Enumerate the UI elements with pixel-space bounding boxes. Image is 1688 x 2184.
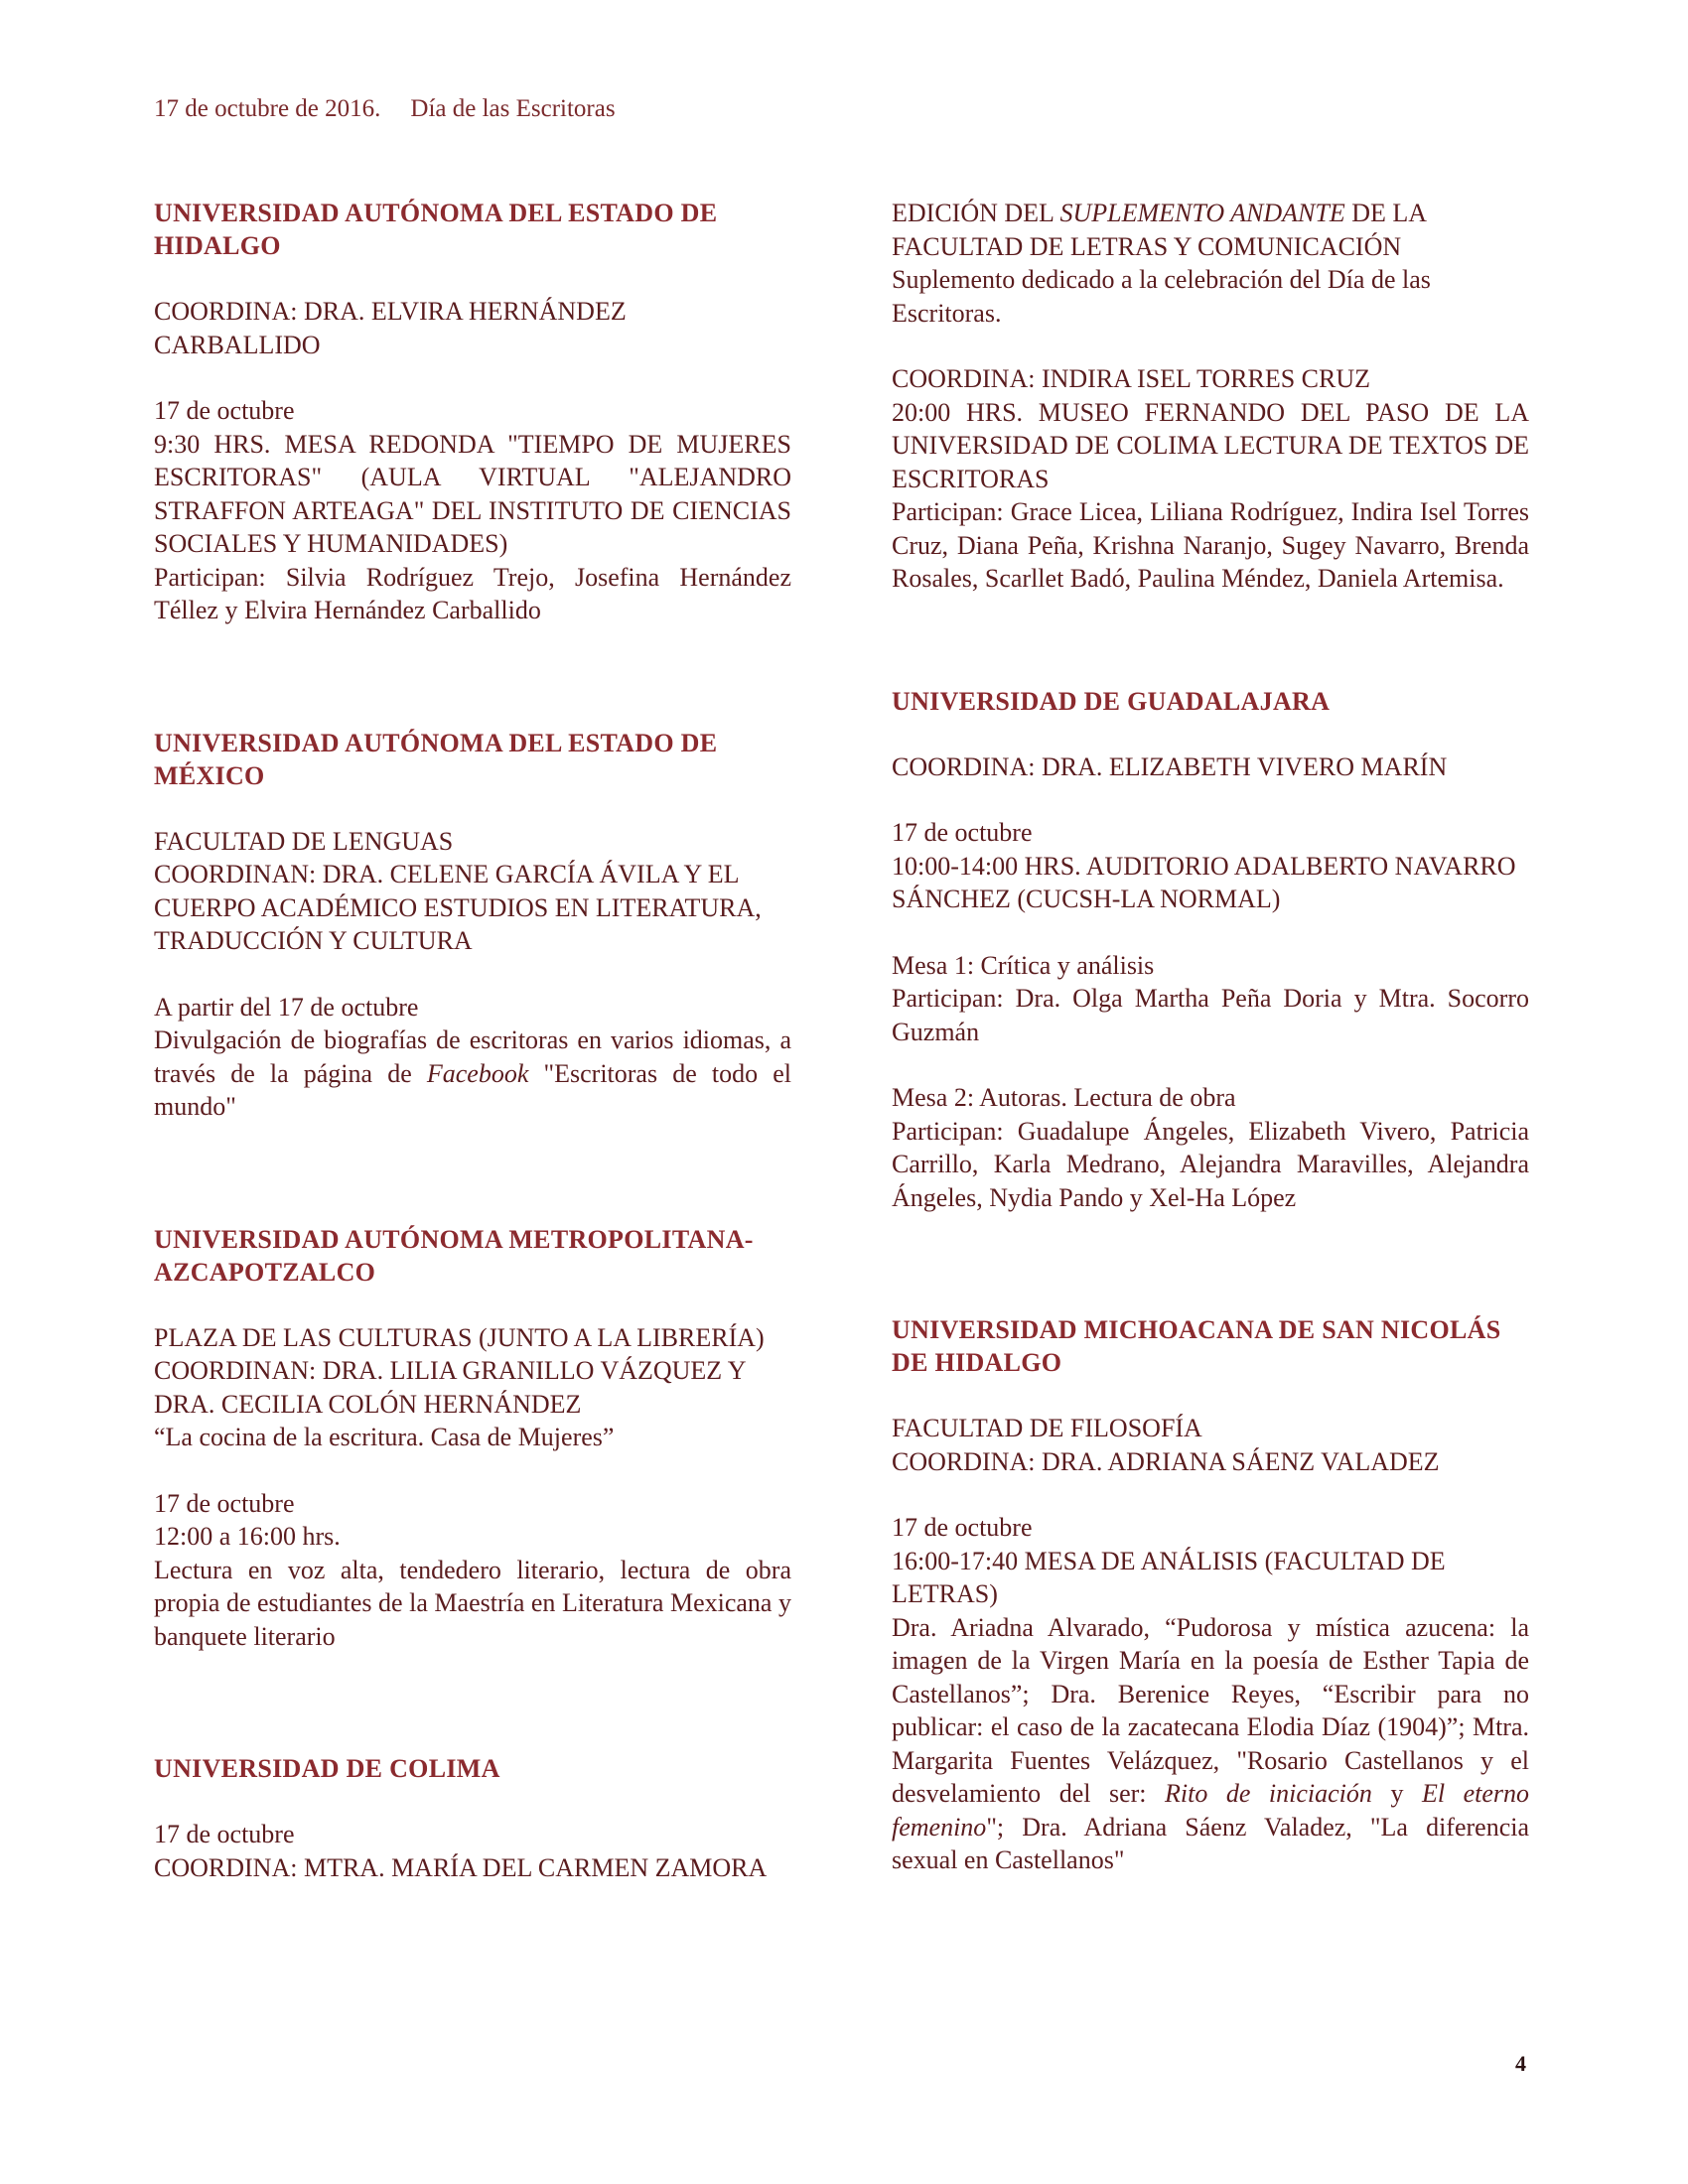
edition-description: Suplemento dedicado a la celebración del Día de las Escritoras. — [892, 265, 1431, 328]
section-uaeh — [154, 197, 791, 627]
header-date: 17 de octubre de 2016. — [154, 95, 381, 122]
event-description: Divulgación de biografías de escritoras en varios idiomas, a través de la página de Facebook "Escritoras de todo el mundo" — [154, 1025, 792, 1121]
header-event: Día de las Escritoras — [410, 95, 616, 122]
coordinator: COORDINA: INDIRA ISEL TORRES CRUZ — [892, 364, 1371, 393]
event-description: Lectura en voz alta, tendedero literario, lectura de obra propia de estudiantes de la Maestría en Literatura Mexicana y banquete literario — [154, 1555, 791, 1651]
section-title: UNIVERSIDAD DE GUADALAJARA — [892, 686, 1331, 716]
event-date: A partir del 17 de octubre — [154, 992, 419, 1022]
panel-2: Mesa 2: Autoras. Lectura de obra — [892, 1083, 1236, 1112]
left-column — [154, 197, 791, 1884]
section-title: UNIVERSIDAD DE COLIMA — [154, 1754, 500, 1783]
page-number: 4 — [1515, 2051, 1526, 2076]
event-description: 9:30 HRS. MESA REDONDA "TIEMPO DE MUJERES ESCRITORAS" (AULA VIRTUAL "ALEJANDRO STRAFFON ARTEAGA" DEL INSTITUTO DE CIENCIAS SOCIALES Y HUMANIDADES) — [154, 429, 791, 558]
page-header — [154, 95, 616, 123]
faculty: FACULTAD DE LENGUAS — [154, 826, 454, 856]
venue: 10:00-14:00 HRS. AUDITORIO ADALBERTO NAVARRO SÁNCHEZ (CUCSH-LA NORMAL) — [892, 851, 1516, 913]
section-suplemento-andante — [892, 197, 1529, 596]
event-description: Dra. Ariadna Alvarado, “Pudorosa y mística azucena: la imagen de la Virgen María en la poesía de Esther Tapia de Castellanos”; Dra. Berenice Reyes, “Escribir para no publicar: el caso de la zacatecana Elodia Díaz (1904)”; Mtra. Margarita Fuentes Velázquez, "Rosario Castellanos y el desvelamiento del ser: Rito de iniciación y El eterno femenino"; Dra. Adriana Sáenz Valadez, "La diferencia sexual en Castellanos" — [892, 1612, 1530, 1874]
participants: Participan: Silvia Rodríguez Trejo, Josefina Hernández Téllez y Elvira Hernández Carballido — [154, 562, 791, 624]
event-time: 12:00 a 16:00 hrs. — [154, 1522, 341, 1551]
section-title: UNIVERSIDAD AUTÓNOMA DEL ESTADO DE MÉXICO — [154, 728, 718, 790]
coordinator: COORDINA: DRA. ELVIRA HERNÁNDEZ CARBALLIDO — [154, 297, 627, 359]
participants: Participan: Grace Licea, Liliana Rodríguez, Indira Isel Torres Cruz, Diana Peña, Krishna Naranjo, Sugey Navarro, Brenda Rosales, Scarllet Badó, Paulina Méndez, Daniela Artemisa. — [892, 497, 1529, 593]
faculty: FACULTAD DE FILOSOFÍA — [892, 1414, 1202, 1442]
section-uaemex — [154, 727, 791, 1124]
coordinator: COORDINA: DRA. ELIZABETH VIVERO MARÍN — [892, 751, 1448, 781]
event-description: 20:00 HRS. MUSEO FERNANDO DEL PASO DE LA UNIVERSIDAD DE COLIMA LECTURA DE TEXTOS DE ESCRITORAS — [892, 397, 1529, 493]
section-title: UNIVERSIDAD AUTÓNOMA DEL ESTADO DE HIDALGO — [154, 199, 718, 260]
section-uam-azcapotzalco — [154, 1223, 791, 1654]
section-udg — [892, 685, 1529, 1215]
edition-title: EDICIÓN DEL SUPLEMENTO ANDANTE DE LA FACULTAD DE LETRAS Y COMUNICACIÓN — [892, 199, 1426, 261]
event-date: 17 de octubre — [892, 818, 1033, 847]
coordinator: COORDINAN: DRA. LILIA GRANILLO VÁZQUEZ Y DRA. CECILIA COLÓN HERNÁNDEZ — [154, 1356, 746, 1419]
panel-1-participants: Participan: Dra. Olga Martha Peña Doria y Mtra. Socorro Guzmán — [892, 984, 1529, 1046]
event-date: 17 de octubre — [154, 396, 295, 425]
panel-1: Mesa 1: Crítica y análisis — [892, 950, 1155, 980]
section-title: UNIVERSIDAD MICHOACANA DE SAN NICOLÁS DE HIDALGO — [892, 1315, 1501, 1377]
section-title: UNIVERSIDAD AUTÓNOMA METROPOLITANA-AZCAPOTZALCO — [154, 1224, 754, 1287]
venue: PLAZA DE LAS CULTURAS (JUNTO A LA LIBRERÍA) — [154, 1322, 765, 1352]
right-column — [892, 197, 1529, 1877]
event-date: 17 de octubre — [892, 1513, 1033, 1542]
coordinator: COORDINA: DRA. ADRIANA SÁENZ VALADEZ — [892, 1446, 1440, 1476]
event-date: 17 de octubre — [154, 1488, 295, 1518]
panel-2-participants: Participan: Guadalupe Ángeles, Elizabeth Vivero, Patricia Carrillo, Karla Medrano, Alejandra Maravilles, Alejandra Ángeles, Nydia Pando y Xel-Ha López — [892, 1116, 1529, 1212]
coordinator: COORDINA: MTRA. MARÍA DEL CARMEN ZAMORA — [154, 1852, 768, 1882]
section-ucol — [154, 1752, 791, 1884]
section-umsnh — [892, 1313, 1529, 1877]
event-title: 16:00-17:40 MESA DE ANÁLISIS (FACULTAD DE LETRAS) — [892, 1546, 1446, 1608]
coordinator: COORDINAN: DRA. CELENE GARCÍA ÁVILA Y EL CUERPO ACADÉMICO ESTUDIOS EN LITERATURA, TRADUCCIÓN Y CULTURA — [154, 860, 762, 955]
event-title: “La cocina de la escritura. Casa de Mujeres” — [154, 1423, 615, 1451]
event-date: 17 de octubre — [154, 1820, 295, 1848]
